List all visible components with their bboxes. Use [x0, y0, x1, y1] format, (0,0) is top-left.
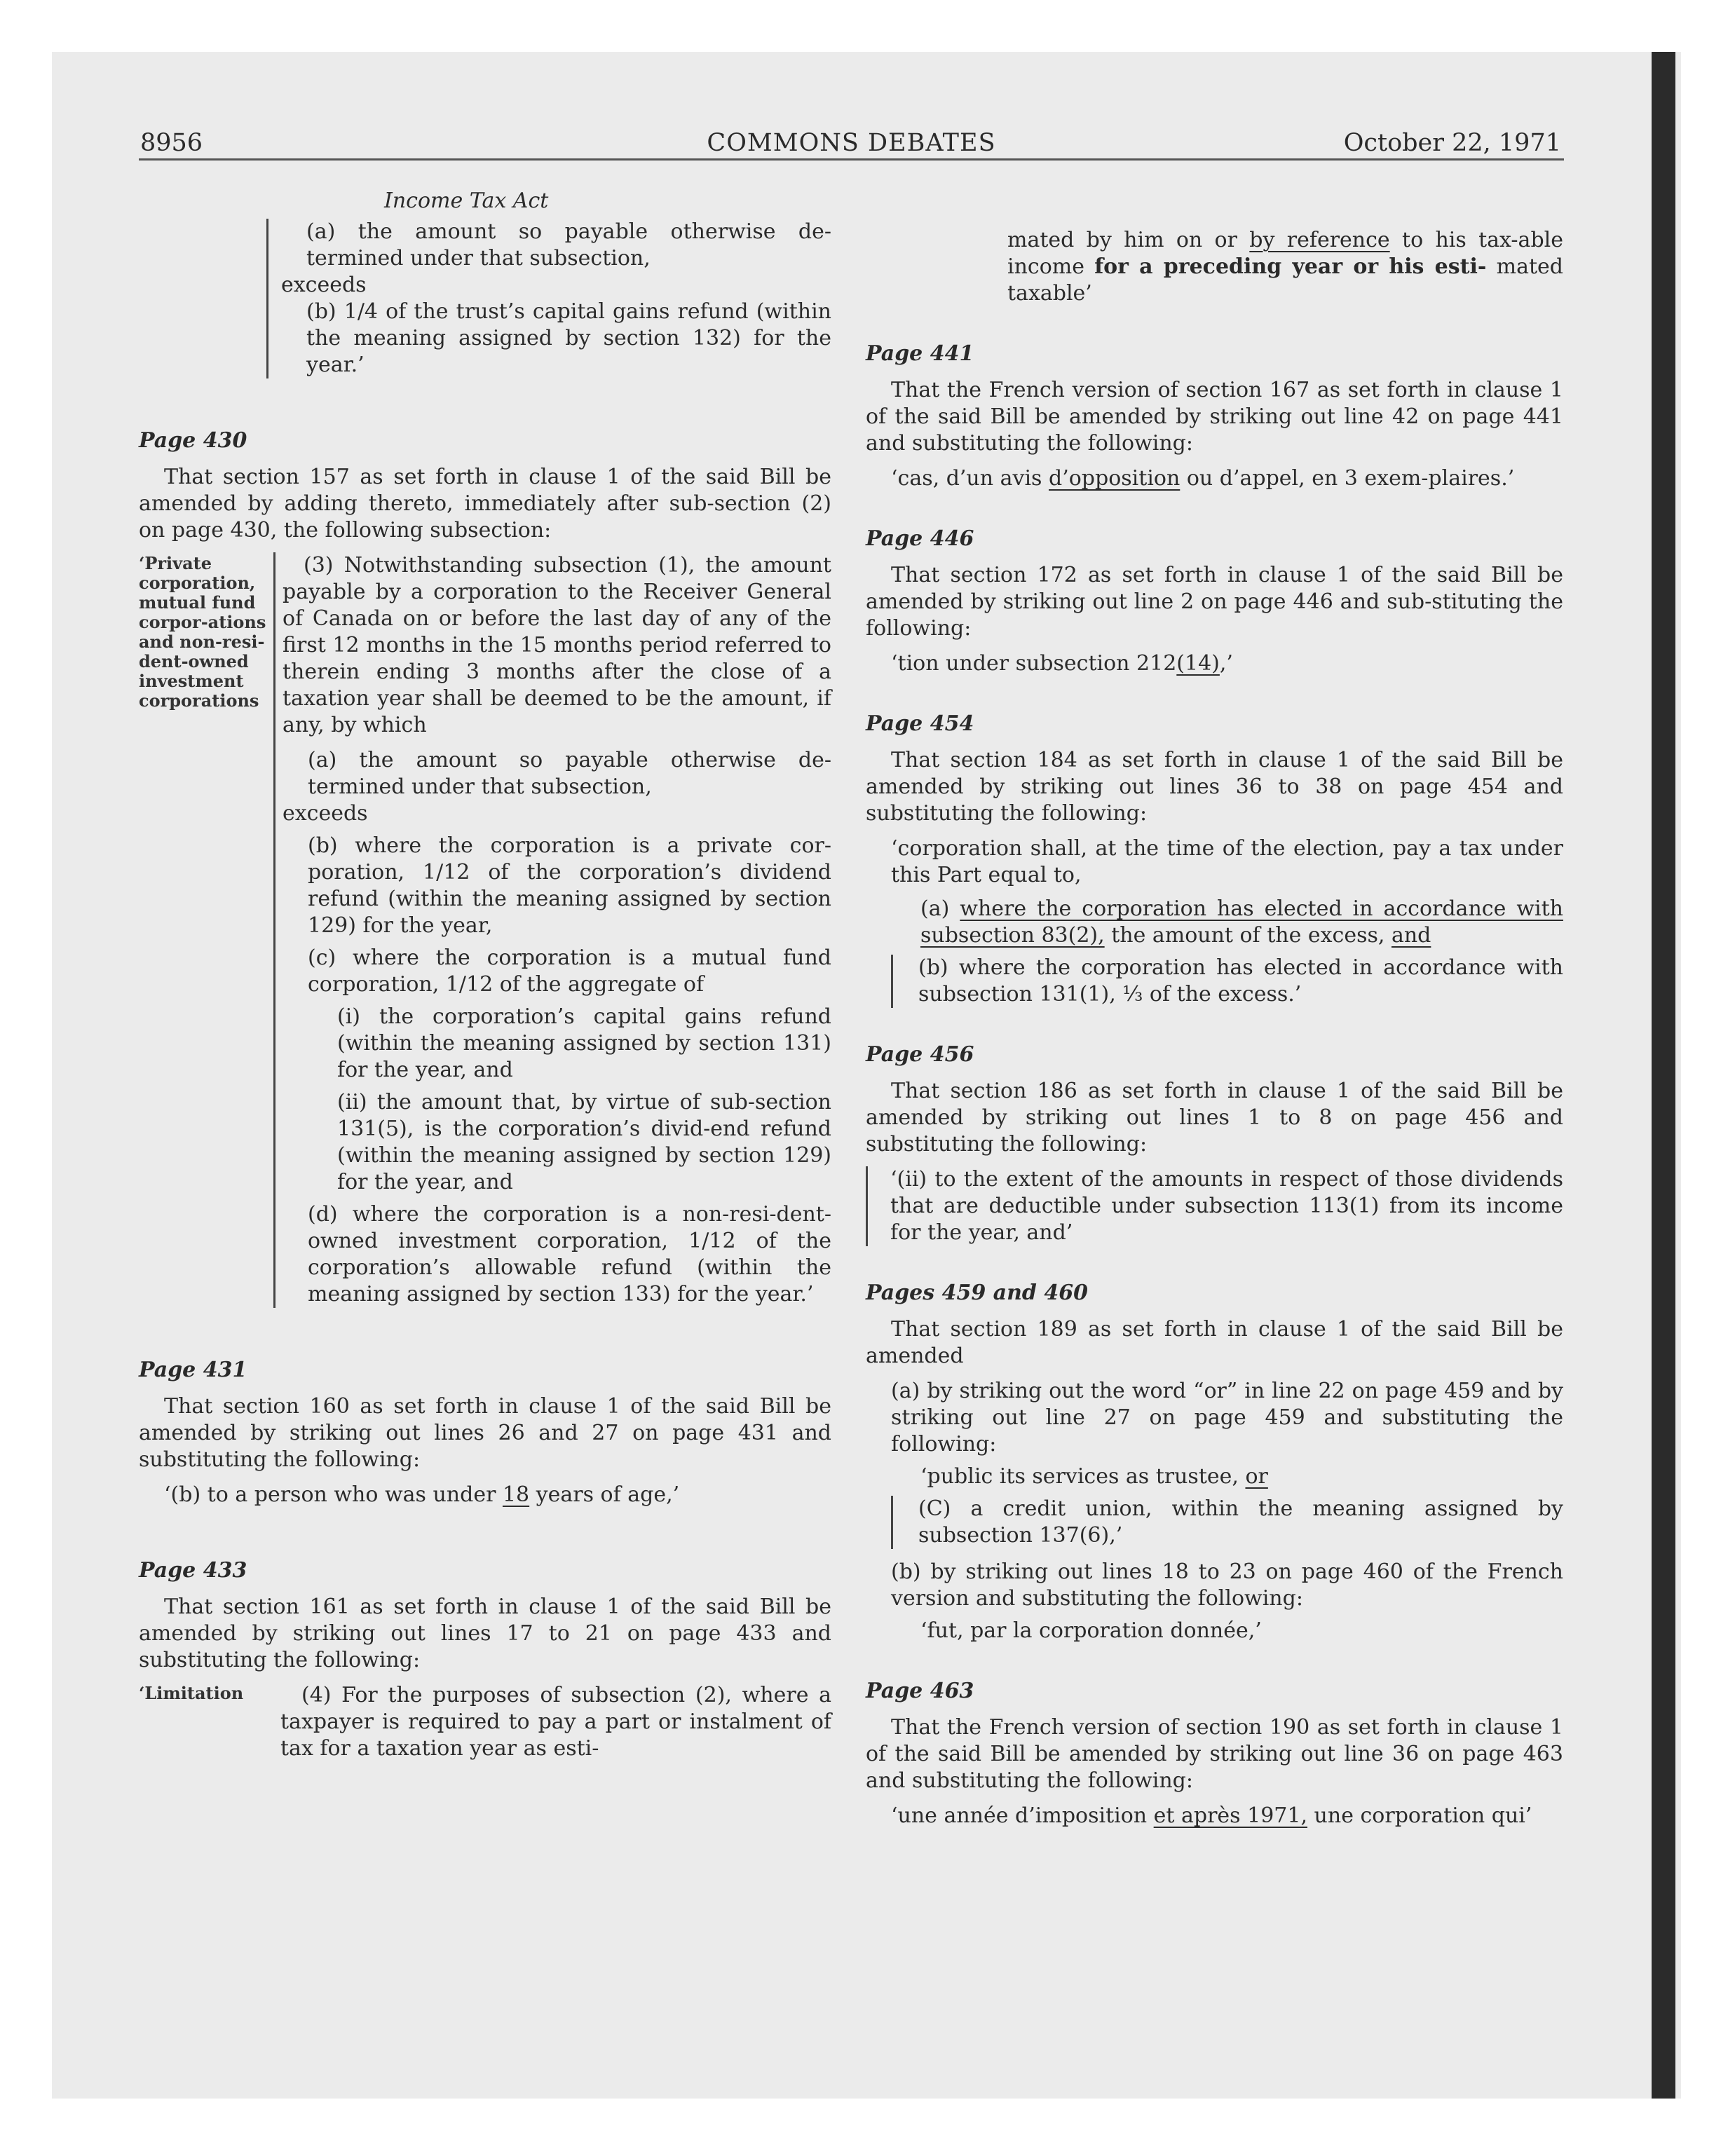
heading-page-454: Page 454 — [866, 711, 974, 736]
page-430-subsection — [139, 552, 831, 1308]
subsection-3-clause-c: (c) where the corporation is a mutual fund corporation, 1/12 of the aggregate of — [308, 946, 831, 997]
top-exceeds: exceeds — [281, 273, 367, 297]
pages-459-460-credit-union-block — [891, 1496, 1563, 1549]
pages-459-460-quote: ‘public its services as trustee, or — [920, 1464, 1268, 1489]
heading-page-441: Page 441 — [866, 341, 974, 366]
page-441-quote: ‘cas, d’un avis d’opposition ou d’appel, en 3 exem-plaires.’ — [891, 466, 1515, 491]
heading-pages-459-460: Pages 459 and 460 — [866, 1281, 1088, 1305]
heading-page-431: Page 431 — [139, 1358, 247, 1382]
subsection-3-clause-c-i: (i) the corporation’s capital gains refund (within the meaning assigned by section 131) for the year, and — [337, 1004, 831, 1082]
page-433-subsection-body — [273, 1682, 831, 1762]
page-456-quote: ‘(ii) to the extent of the amounts in respect of those dividends that are deductible under subsection 113(1) from its income for the year, and’ — [890, 1167, 1563, 1245]
page-454-intro: That section 184 as set forth in clause 1 of the said Bill be amended by striking out lines 36 to 38 on page 454 and substituting the following: — [866, 748, 1563, 826]
margin-note-private-corporation: ‘Private corporation, mutual fund corpor-ations and non-resi-dent-owned investment corporations — [139, 553, 266, 711]
pages-459-460-clause-C: (C) a credit union, within the meaning assigned by subsection 137(6),’ — [918, 1496, 1563, 1548]
top-continuation — [266, 219, 831, 378]
right-column — [866, 227, 1563, 1836]
page-430-intro: That section 157 as set forth in clause 1 of the said Bill be amended by adding thereto, immediately after sub-section (2) on page 430, the following subsection: — [139, 465, 831, 543]
heading-page-456: Page 456 — [866, 1042, 974, 1067]
page-463-quote: ‘une année d’imposition et après 1971, une corporation qui’ — [891, 1803, 1532, 1828]
heading-page-463: Page 463 — [866, 1679, 974, 1703]
page-number: 8956 — [140, 129, 203, 157]
page-441-intro: That the French version of section 167 as set forth in clause 1 of the said Bill be amended by striking out line 42 on page 441 and substituting the following: — [866, 378, 1563, 456]
page-454-clause-b: (b) where the corporation has elected in accordance with subsection 131(1), ⅓ of the excess.’ — [918, 955, 1563, 1007]
subsection-3-clause-d: (d) where the corporation is a non-resi-dent-owned investment corporation, 1/12 of the corporation’s allowable refund (within the meaning assigned by section 133) for the year.’ — [308, 1202, 831, 1306]
heading-page-446: Page 446 — [866, 526, 974, 551]
pages-459-460-intro: That section 189 as set forth in clause 1 of the said Bill be amended — [866, 1317, 1563, 1368]
page-456-quote-block — [866, 1166, 1563, 1246]
top-clause-a: (a) the amount so payable otherwise de-termined under that subsection, — [306, 219, 831, 271]
continuation-text: mated by him on or by reference to his tax-able income for a preceding year or his esti- mated taxable’ — [1007, 228, 1563, 306]
page-430-subsection-body — [273, 552, 831, 1308]
pages-459-460-clause-b: (b) by striking out lines 18 to 23 on page 460 of the French version and substituting the following: — [891, 1560, 1563, 1611]
page-454-clause-a: (a) where the corporation has elected in accordance with subsection 83(2), the amount of the excess, and — [920, 896, 1563, 948]
subsection-3-clause-a: (a) the amount so payable otherwise de-termined under that subsection, — [308, 748, 831, 799]
page-433-intro: That section 161 as set forth in clause 1 of the said Bill be amended by striking out lines 17 to 21 on page 433 and substituting the following: — [139, 1595, 831, 1672]
top-clause-b: (b) 1/4 of the trust’s capital gains refund (within the meaning assigned by section 132) for the year.’ — [306, 299, 831, 377]
subsection-4: (4) For the purposes of subsection (2), where a taxpayer is required to pay a part or instalment of tax for a taxation year as esti- — [280, 1683, 831, 1761]
heading-page-430: Page 430 — [139, 428, 247, 453]
pages-459-460-french-quote: ‘fut, par la corporation donnée,’ — [920, 1618, 1262, 1643]
scan-edge-shadow — [1652, 52, 1675, 2099]
page-header — [139, 126, 1564, 161]
subsection-3: (3) Notwithstanding subsection (1), the amount payable by a corporation to the Receiver General of Canada on or before the last day of any of the first 12 months in the 15 months period referred to therein ending 3 months after the close of a taxation year shall be deemed to be the amount, if any, by which — [283, 553, 831, 737]
pages-459-460-clause-a: (a) by striking out the word “or” in line 22 on page 459 and by striking out line 27 on page 459 and substituting the following: — [891, 1379, 1563, 1456]
subsection-3-clause-c-ii: (ii) the amount that, by virtue of sub-section 131(5), is the corporation’s divid-end refund (within the meaning assigned by section 129) for the year, and — [337, 1090, 831, 1194]
page-454-quote: ‘corporation shall, at the time of the election, pay a tax under this Part equal to, — [891, 836, 1563, 887]
margin-note-limitation: ‘Limitation — [139, 1683, 244, 1703]
page-431-quote: ‘(b) to a person who was under 18 years of age,’ — [164, 1482, 680, 1507]
page-456-intro: That section 186 as set forth in clause 1 of the said Bill be amended by striking out lines 1 to 8 on page 456 and substituting the following: — [866, 1079, 1563, 1157]
subsection-3-exceeds: exceeds — [283, 801, 368, 826]
page-431-intro: That section 160 as set forth in clause 1 of the said Bill be amended by striking out lines 26 and 27 on page 431 and substituting the following: — [139, 1394, 831, 1472]
heading-page-433: Page 433 — [139, 1558, 247, 1583]
publication-date: October 22, 1971 — [1343, 129, 1561, 157]
page-454-clause-b-block — [891, 955, 1563, 1008]
publication-title: COMMONS DEBATES — [707, 129, 996, 157]
running-title: Income Tax Act — [384, 189, 549, 213]
subsection-3-clause-b: (b) where the corporation is a private cor-poration, 1/12 of the corporation’s dividend refund (within the meaning assigned by section 129) for the year, — [308, 833, 831, 938]
page-446-quote: ‘tion under subsection 212(14),’ — [891, 651, 1233, 676]
left-column — [139, 181, 831, 1762]
page-446-intro: That section 172 as set forth in clause 1 of the said Bill be amended by striking out line 2 on page 446 and sub-stituting the following: — [866, 563, 1563, 641]
page-463-intro: That the French version of section 190 as set forth in clause 1 of the said Bill be amended by striking out line 36 on page 463 and substituting the following: — [866, 1715, 1563, 1793]
page-433-subsection — [139, 1682, 831, 1762]
